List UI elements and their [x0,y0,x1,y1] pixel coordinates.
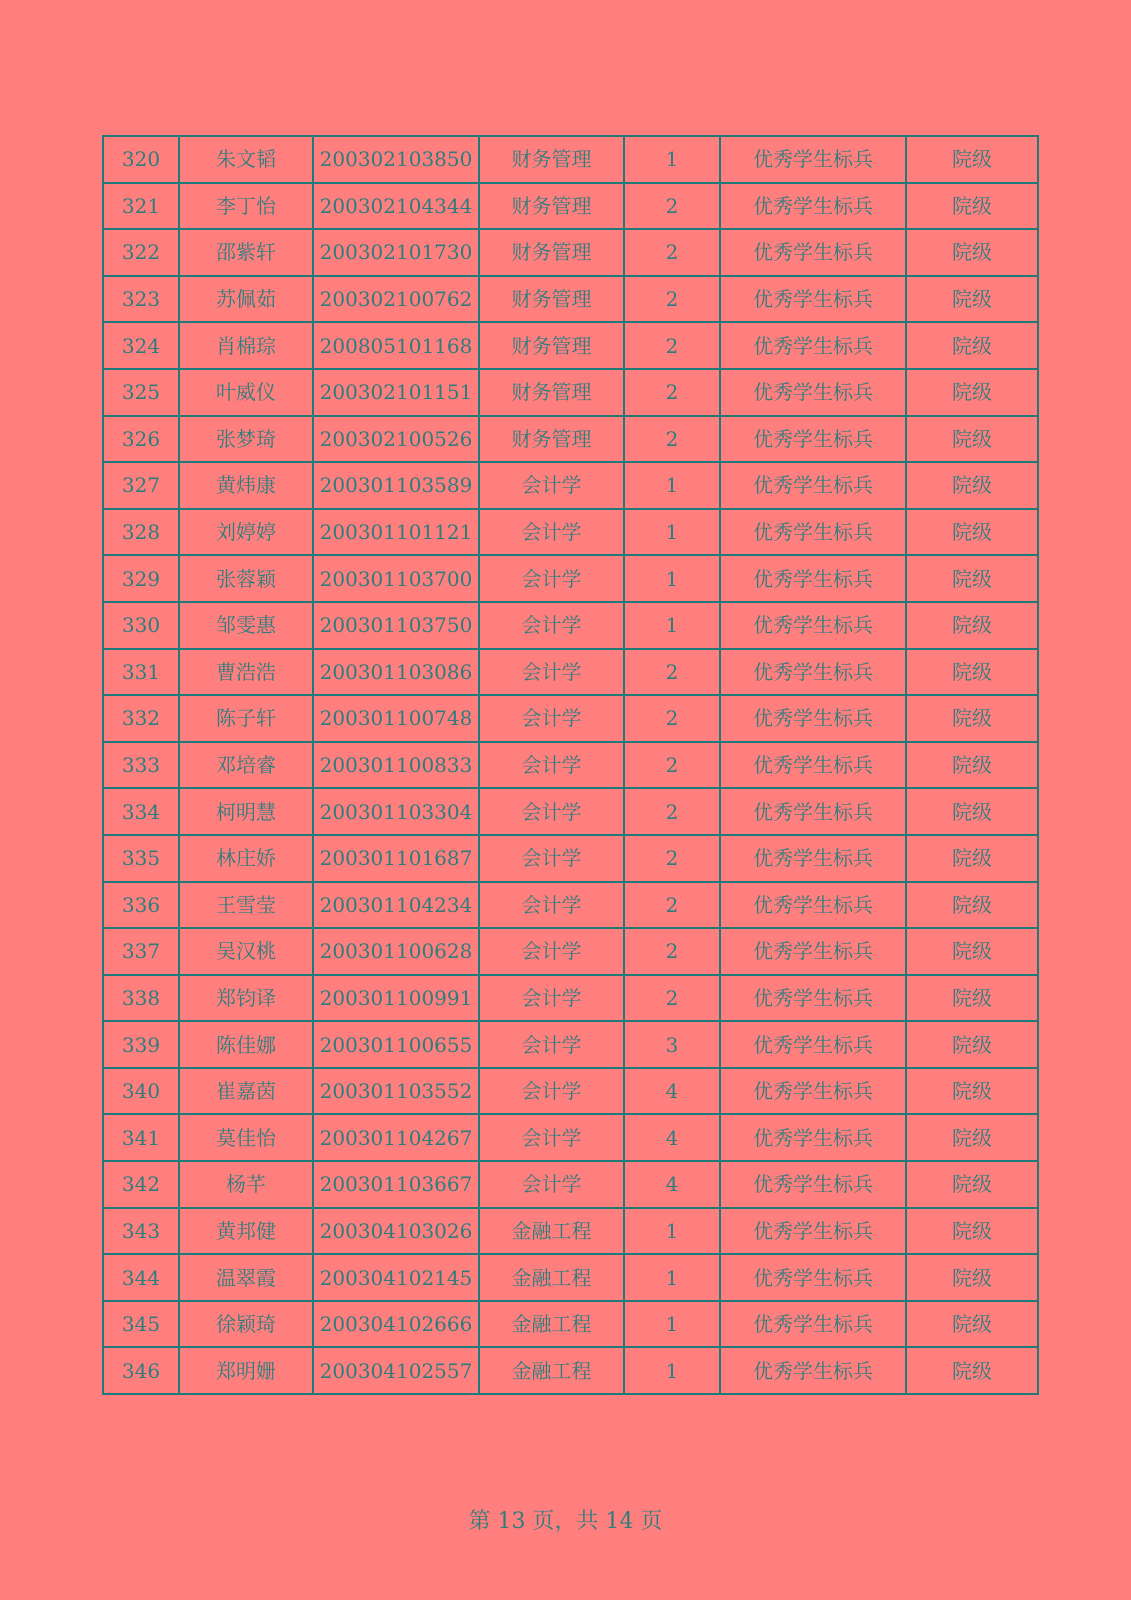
award-cell: 优秀学生标兵 [720,1161,906,1208]
student-id-cell: 200302100526 [313,416,479,463]
table-row [103,835,1038,882]
grade-cell: 4 [624,1161,720,1208]
table-row [103,229,1038,276]
major-cell: 会计学 [479,602,624,649]
table-row [103,183,1038,230]
grade-cell: 1 [624,1208,720,1255]
table-row [103,649,1038,696]
major-cell: 会计学 [479,695,624,742]
grade-cell: 1 [624,509,720,556]
row-number-cell: 320 [103,136,179,183]
student-name-cell: 王雪莹 [179,882,313,929]
row-number-cell: 321 [103,183,179,230]
award-cell: 优秀学生标兵 [720,602,906,649]
student-id-cell: 200301100655 [313,1021,479,1068]
major-cell: 金融工程 [479,1208,624,1255]
row-number-cell: 328 [103,509,179,556]
award-cell: 优秀学生标兵 [720,882,906,929]
grade-cell: 1 [624,1347,720,1394]
level-cell: 院级 [906,509,1038,556]
award-cell: 优秀学生标兵 [720,229,906,276]
student-id-cell: 200304103026 [313,1208,479,1255]
major-cell: 金融工程 [479,1301,624,1348]
table-row [103,322,1038,369]
major-cell: 金融工程 [479,1254,624,1301]
row-number-cell: 325 [103,369,179,416]
student-name-cell: 叶威仪 [179,369,313,416]
award-cell: 优秀学生标兵 [720,1021,906,1068]
level-cell: 院级 [906,1021,1038,1068]
major-cell: 会计学 [479,1114,624,1161]
major-cell: 会计学 [479,509,624,556]
student-id-cell: 200302101730 [313,229,479,276]
table-row [103,788,1038,835]
award-list-table [102,135,1039,1395]
level-cell: 院级 [906,369,1038,416]
row-number-cell: 323 [103,276,179,323]
student-name-cell: 曹浩浩 [179,649,313,696]
grade-cell: 3 [624,1021,720,1068]
row-number-cell: 324 [103,322,179,369]
award-cell: 优秀学生标兵 [720,695,906,742]
student-name-cell: 莫佳怡 [179,1114,313,1161]
student-name-cell: 郑明姗 [179,1347,313,1394]
row-number-cell: 344 [103,1254,179,1301]
table-row [103,1208,1038,1255]
grade-cell: 4 [624,1114,720,1161]
table-row [103,742,1038,789]
level-cell: 院级 [906,276,1038,323]
student-id-cell: 200301103667 [313,1161,479,1208]
award-cell: 优秀学生标兵 [720,928,906,975]
student-name-cell: 郑钧译 [179,975,313,1022]
grade-cell: 1 [624,462,720,509]
major-cell: 金融工程 [479,1347,624,1394]
award-cell: 优秀学生标兵 [720,975,906,1022]
grade-cell: 2 [624,882,720,929]
student-id-cell: 200302103850 [313,136,479,183]
row-number-cell: 333 [103,742,179,789]
level-cell: 院级 [906,1301,1038,1348]
student-name-cell: 黄邦健 [179,1208,313,1255]
grade-cell: 2 [624,695,720,742]
grade-cell: 4 [624,1068,720,1115]
grade-cell: 2 [624,183,720,230]
major-cell: 会计学 [479,928,624,975]
student-id-cell: 200301100833 [313,742,479,789]
student-name-cell: 吴汉桃 [179,928,313,975]
student-name-cell: 林庄娇 [179,835,313,882]
level-cell: 院级 [906,229,1038,276]
table-row [103,416,1038,463]
row-number-cell: 331 [103,649,179,696]
award-cell: 优秀学生标兵 [720,1114,906,1161]
row-number-cell: 342 [103,1161,179,1208]
grade-cell: 2 [624,975,720,1022]
grade-cell: 2 [624,649,720,696]
student-id-cell: 200301101121 [313,509,479,556]
grade-cell: 2 [624,788,720,835]
level-cell: 院级 [906,462,1038,509]
student-name-cell: 邹雯惠 [179,602,313,649]
grade-cell: 2 [624,276,720,323]
row-number-cell: 339 [103,1021,179,1068]
student-id-cell: 200302100762 [313,276,479,323]
table-row [103,1068,1038,1115]
student-name-cell: 徐颖琦 [179,1301,313,1348]
student-id-cell: 200301103700 [313,555,479,602]
student-name-cell: 张蓉颖 [179,555,313,602]
major-cell: 财务管理 [479,276,624,323]
row-number-cell: 338 [103,975,179,1022]
level-cell: 院级 [906,695,1038,742]
row-number-cell: 345 [103,1301,179,1348]
table-body [103,136,1038,1394]
grade-cell: 2 [624,742,720,789]
table-row [103,136,1038,183]
student-id-cell: 200302104344 [313,183,479,230]
student-id-cell: 200304102145 [313,1254,479,1301]
student-id-cell: 200301104267 [313,1114,479,1161]
major-cell: 财务管理 [479,136,624,183]
student-name-cell: 邓培睿 [179,742,313,789]
major-cell: 会计学 [479,649,624,696]
student-id-cell: 200301103750 [313,602,479,649]
major-cell: 会计学 [479,555,624,602]
student-name-cell: 陈佳娜 [179,1021,313,1068]
student-name-cell: 温翠霞 [179,1254,313,1301]
level-cell: 院级 [906,1254,1038,1301]
table-row [103,882,1038,929]
award-cell: 优秀学生标兵 [720,276,906,323]
student-id-cell: 200301103589 [313,462,479,509]
major-cell: 会计学 [479,1021,624,1068]
table-row [103,1301,1038,1348]
major-cell: 会计学 [479,1161,624,1208]
student-id-cell: 200301104234 [313,882,479,929]
row-number-cell: 327 [103,462,179,509]
student-id-cell: 200301103304 [313,788,479,835]
student-name-cell: 肖棉琮 [179,322,313,369]
table-row [103,462,1038,509]
table-row [103,555,1038,602]
row-number-cell: 334 [103,788,179,835]
major-cell: 财务管理 [479,369,624,416]
grade-cell: 2 [624,416,720,463]
student-name-cell: 杨芊 [179,1161,313,1208]
student-name-cell: 朱文韬 [179,136,313,183]
award-cell: 优秀学生标兵 [720,416,906,463]
level-cell: 院级 [906,322,1038,369]
table-row [103,1021,1038,1068]
level-cell: 院级 [906,1161,1038,1208]
grade-cell: 1 [624,555,720,602]
award-cell: 优秀学生标兵 [720,369,906,416]
level-cell: 院级 [906,602,1038,649]
grade-cell: 1 [624,1301,720,1348]
row-number-cell: 332 [103,695,179,742]
table-row [103,602,1038,649]
row-number-cell: 337 [103,928,179,975]
level-cell: 院级 [906,1208,1038,1255]
student-name-cell: 黄炜康 [179,462,313,509]
grade-cell: 2 [624,369,720,416]
level-cell: 院级 [906,835,1038,882]
level-cell: 院级 [906,1068,1038,1115]
student-name-cell: 柯明慧 [179,788,313,835]
student-id-cell: 200301103086 [313,649,479,696]
table-row [103,695,1038,742]
row-number-cell: 326 [103,416,179,463]
grade-cell: 2 [624,928,720,975]
student-id-cell: 200304102666 [313,1301,479,1348]
major-cell: 财务管理 [479,416,624,463]
student-id-cell: 200301103552 [313,1068,479,1115]
major-cell: 会计学 [479,462,624,509]
student-id-cell: 200301100991 [313,975,479,1022]
grade-cell: 1 [624,1254,720,1301]
level-cell: 院级 [906,136,1038,183]
major-cell: 会计学 [479,742,624,789]
student-id-cell: 200301100628 [313,928,479,975]
level-cell: 院级 [906,742,1038,789]
award-cell: 优秀学生标兵 [720,1347,906,1394]
row-number-cell: 340 [103,1068,179,1115]
table-row [103,369,1038,416]
level-cell: 院级 [906,1347,1038,1394]
row-number-cell: 335 [103,835,179,882]
level-cell: 院级 [906,555,1038,602]
grade-cell: 2 [624,229,720,276]
level-cell: 院级 [906,928,1038,975]
table-row [103,1114,1038,1161]
level-cell: 院级 [906,882,1038,929]
student-name-cell: 张梦琦 [179,416,313,463]
level-cell: 院级 [906,183,1038,230]
award-cell: 优秀学生标兵 [720,1068,906,1115]
student-id-cell: 200302101151 [313,369,479,416]
major-cell: 会计学 [479,835,624,882]
grade-cell: 2 [624,322,720,369]
table-row [103,509,1038,556]
row-number-cell: 343 [103,1208,179,1255]
award-cell: 优秀学生标兵 [720,1301,906,1348]
award-cell: 优秀学生标兵 [720,835,906,882]
level-cell: 院级 [906,1114,1038,1161]
level-cell: 院级 [906,975,1038,1022]
table-row [103,1347,1038,1394]
major-cell: 财务管理 [479,322,624,369]
grade-cell: 1 [624,602,720,649]
grade-cell: 1 [624,136,720,183]
student-id-cell: 200301100748 [313,695,479,742]
award-cell: 优秀学生标兵 [720,136,906,183]
row-number-cell: 341 [103,1114,179,1161]
award-cell: 优秀学生标兵 [720,462,906,509]
row-number-cell: 322 [103,229,179,276]
student-name-cell: 李丁怡 [179,183,313,230]
table-row [103,1161,1038,1208]
level-cell: 院级 [906,649,1038,696]
level-cell: 院级 [906,788,1038,835]
table-row [103,975,1038,1022]
student-name-cell: 邵紫轩 [179,229,313,276]
row-number-cell: 346 [103,1347,179,1394]
major-cell: 会计学 [479,1068,624,1115]
student-name-cell: 崔嘉茵 [179,1068,313,1115]
student-id-cell: 200304102557 [313,1347,479,1394]
student-id-cell: 200301101687 [313,835,479,882]
award-cell: 优秀学生标兵 [720,509,906,556]
row-number-cell: 330 [103,602,179,649]
award-cell: 优秀学生标兵 [720,649,906,696]
major-cell: 会计学 [479,882,624,929]
page-number: 第 13 页，共 14 页 [468,1509,663,1534]
table-row [103,928,1038,975]
major-cell: 财务管理 [479,229,624,276]
award-cell: 优秀学生标兵 [720,742,906,789]
row-number-cell: 336 [103,882,179,929]
award-cell: 优秀学生标兵 [720,555,906,602]
award-cell: 优秀学生标兵 [720,788,906,835]
major-cell: 会计学 [479,975,624,1022]
award-cell: 优秀学生标兵 [720,1254,906,1301]
major-cell: 会计学 [479,788,624,835]
table-row [103,276,1038,323]
student-name-cell: 刘婷婷 [179,509,313,556]
award-cell: 优秀学生标兵 [720,322,906,369]
student-name-cell: 苏佩茹 [179,276,313,323]
row-number-cell: 329 [103,555,179,602]
table-row [103,1254,1038,1301]
award-cell: 优秀学生标兵 [720,1208,906,1255]
student-name-cell: 陈子轩 [179,695,313,742]
award-cell: 优秀学生标兵 [720,183,906,230]
grade-cell: 2 [624,835,720,882]
major-cell: 财务管理 [479,183,624,230]
level-cell: 院级 [906,416,1038,463]
student-id-cell: 200805101168 [313,322,479,369]
